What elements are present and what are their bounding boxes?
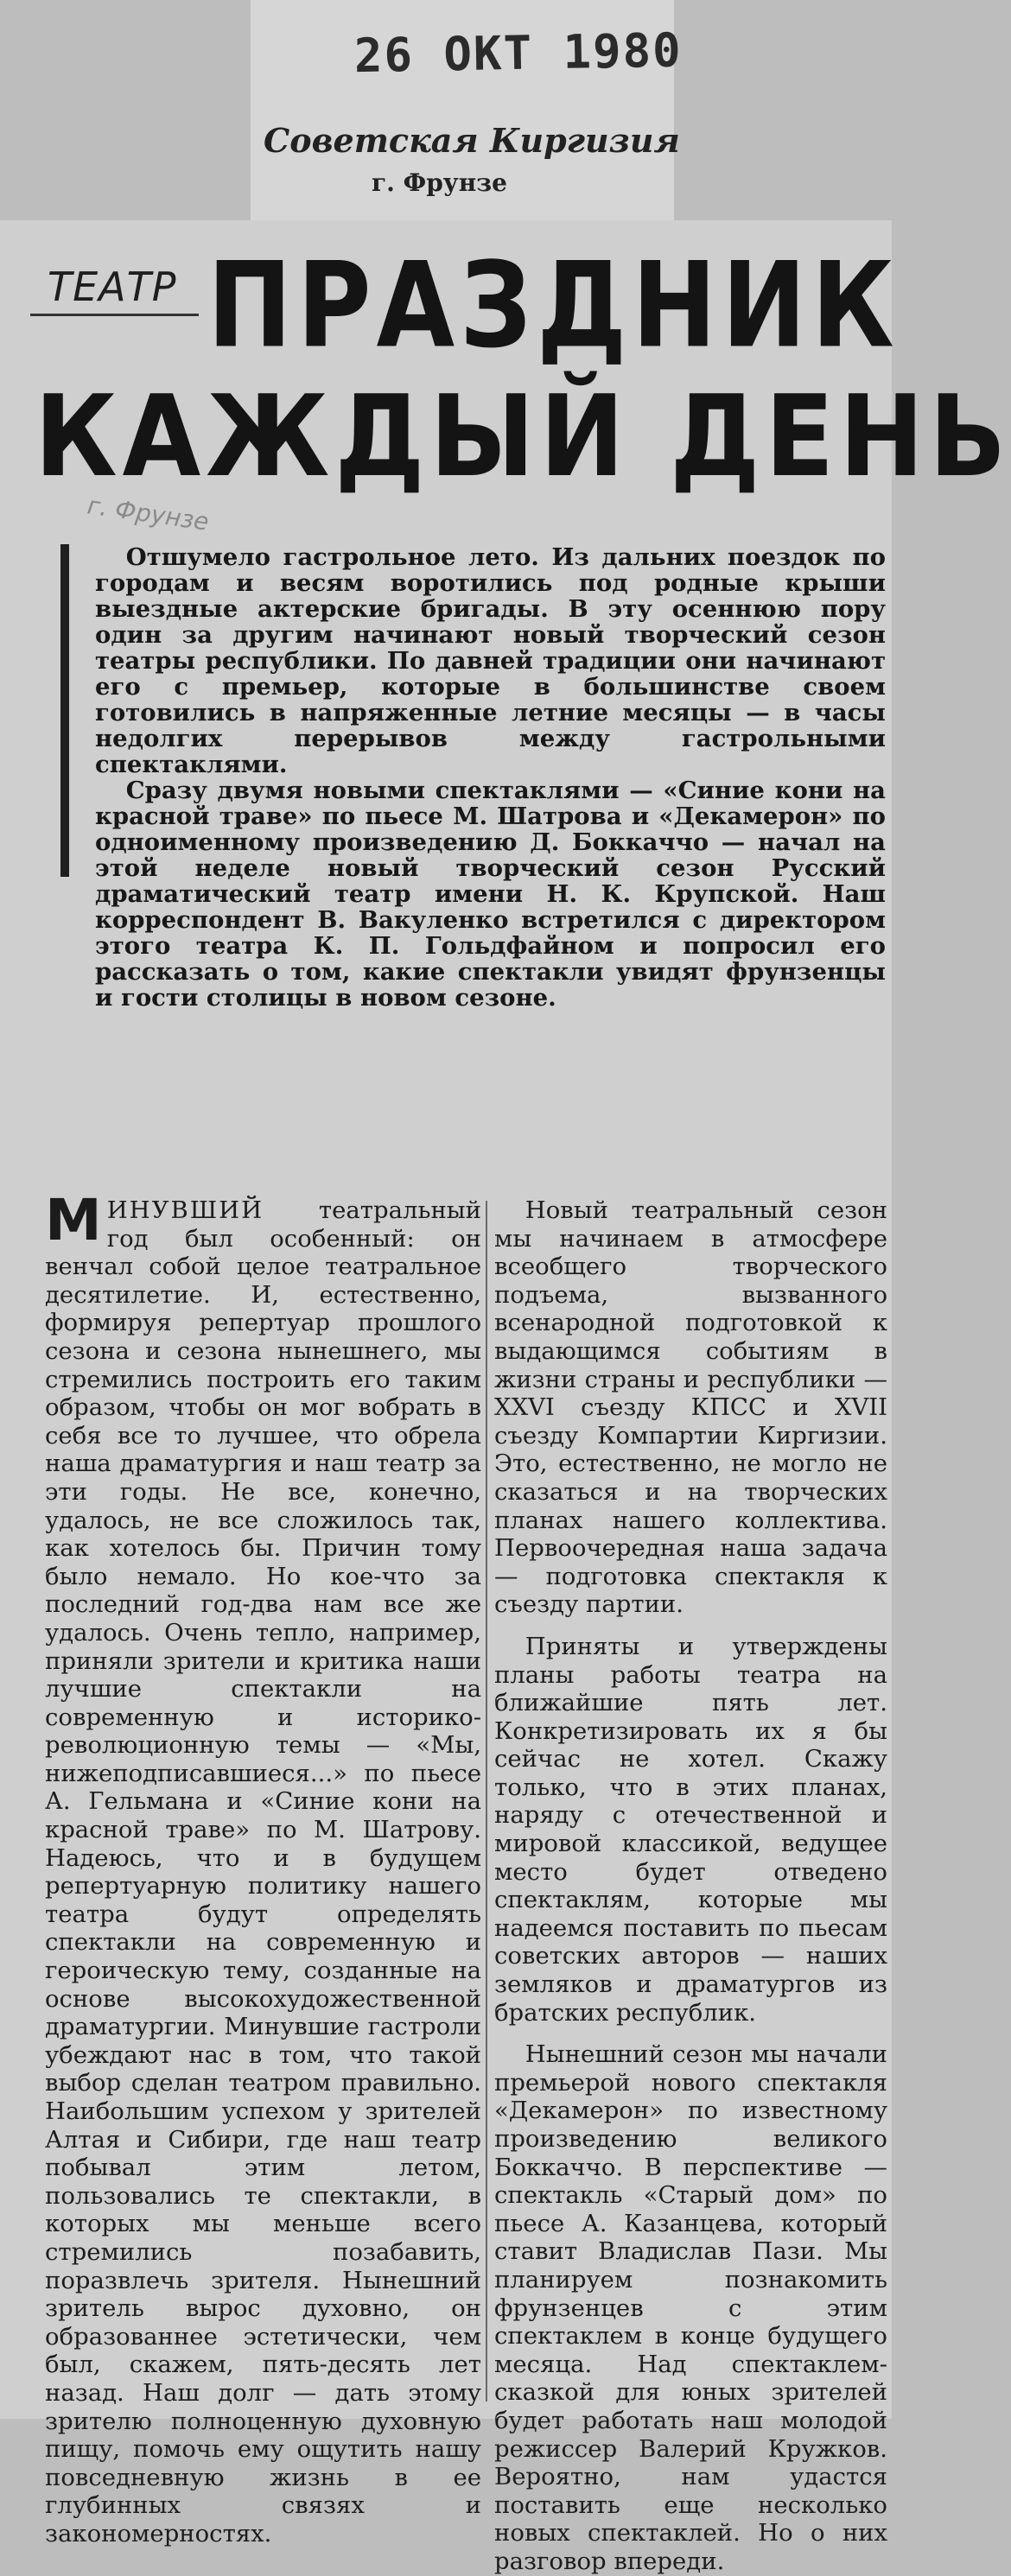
first-word: ИНУВШИЙ — [106, 1196, 264, 1224]
headline-line-1: ПРАЗДНИК — [207, 236, 900, 375]
headline — [35, 220, 1011, 531]
rubric-label: ТЕАТР — [48, 263, 177, 310]
lead-paragraph: Сразу двумя новыми спектаклями — «Синие кони на красной траве» по пьесе М. Шатрова и «Декамерон» по одноименному произведению Д. Боккаччо — начал на этой неделе новый творческий сезон Русский драматический театр имени Н. К. Крупской. Наш корреспондент В. Вакуленко встретился с директором этого театра К. П. Гольдфайном и попросил его рассказать о том, какие спектакли увидят фрунзенцы и гости столицы в новом сезоне. — [95, 777, 886, 1012]
body-paragraph: Нынешний сезон мы начали премьерой нового спектакля «Декамерон» по известному произведению великого Боккаччо. В перспективе — спектакль «Старый дом» по пьесе А. Казанцева, который ставит Владислав Пази. Мы планируем познакомить фрунзенцев с этим спектаклем в конце будущего месяца. Над спектаклем-сказкой для юных зрителей будет работать наш молодой режиссер Валерий Кружков. Вероятно, нам удастся поставить еще несколько новых спектаклей. Но о них разговор впереди. — [494, 2040, 887, 2575]
lead-accent-bar — [60, 544, 69, 877]
body-paragraph: Приняты и утверждены планы работы театра на ближайшие пять лет. Конкретизировать их я бы сейчас не хотел. Скажу только, что в этих планах, наряду с отечественной и мировой классикой, ведущее место будет отведено спектаклям, которые мы надеемся поставить по пьесам советских авторов — наших земляков и драматургов из братских республик. — [494, 1632, 887, 2027]
body-column-right — [494, 1196, 887, 2575]
handwritten-note: г. Фрунзе — [86, 491, 211, 536]
newspaper-name-stamp: Советская Киргизия — [264, 121, 680, 160]
body-paragraph — [45, 1187, 481, 2548]
body-paragraph: Новый театральный сезон мы начинаем в атмосфере всеобщего творческого подъема, вызванного всенародной подготовкой к выдающимся событиям в жизни страны и республики — XXVI съезду КПСС и XVII съезду Компартии Киргизии. Это, естественно, не могло не сказаться и на творческих планах нашего коллектива. Первоочередная наша задача — подготовка спектакля к съезду партии. — [494, 1196, 887, 1619]
city-stamp: г. Фрунзе — [372, 168, 507, 197]
lead-block — [60, 544, 886, 1209]
column-divider — [486, 1201, 487, 2402]
headline-line-2: КАЖДЫЙ ДЕНЬ — [35, 371, 1011, 502]
lead-paragraph: Отшумело гастрольное лето. Из дальних поездок по городам и весям воротились под родные крыши выездные актерские бригады. В эту осеннюю пору один за другим начинают новый творческий сезон театры республики. По давней традиции они начинают его с премьер, которые в большинстве своем готовились в напряженные летние месяцы — в часы недолгих перерывов между гастрольными спектаклями. — [95, 543, 886, 778]
date-stamp: 26 ОКТ 1980 — [353, 22, 684, 84]
drop-cap: М — [45, 1187, 102, 1253]
lead-text — [95, 544, 886, 1209]
paragraph-text: театральный год был особенный: он венчал собой целое театральное десятилетие. И, естественно, формируя репертуар прошлого сезона и сезона нынешнего, мы стремились построить его таким образом, чтобы он мог вобрать в себя все то лучшее, что обрела наша драматургия и наш театр за эти годы. Не все, конечно, удалось, не все сложилось так, как хотелось бы. Причин тому было немало. Но кое-что за последний год-два нам все же удалось. Очень тепло, например, приняли зрители и критика наши лучшие спектакли на современную и историко-революционную темы — «Мы, нижеподписавшиеся...» по пьесе А. Гельмана и «Синие кони на красной траве» по М. Шатрову. Надеюсь, что и в будущем репертуарную политику нашего театра будут определять спектакли на современную и героическую тему, созданные на основе высокохудожественной драматургии. Минувшие гастроли убеждают нас в том, что такой выбор сделан театром правильно. Наибольшим успехом у зрителей Алтая и Сибири, где наш театр побывал этим летом, пользовались те спектакли, в которых мы меньше всего стремились позабавить, поразвлечь зрителя. Нынешний зритель вырос духовно, он образованнее эстетически, чем был, скажем, пять-десять лет назад. Наш долг — дать этому зрителю полноценную духовную пищу, помочь ему ощутить нашу повседневную жизнь в ее глубинных связях и закономерностях. — [45, 1196, 481, 2547]
article — [0, 220, 1011, 2575]
body-column-left — [45, 1187, 481, 2547]
